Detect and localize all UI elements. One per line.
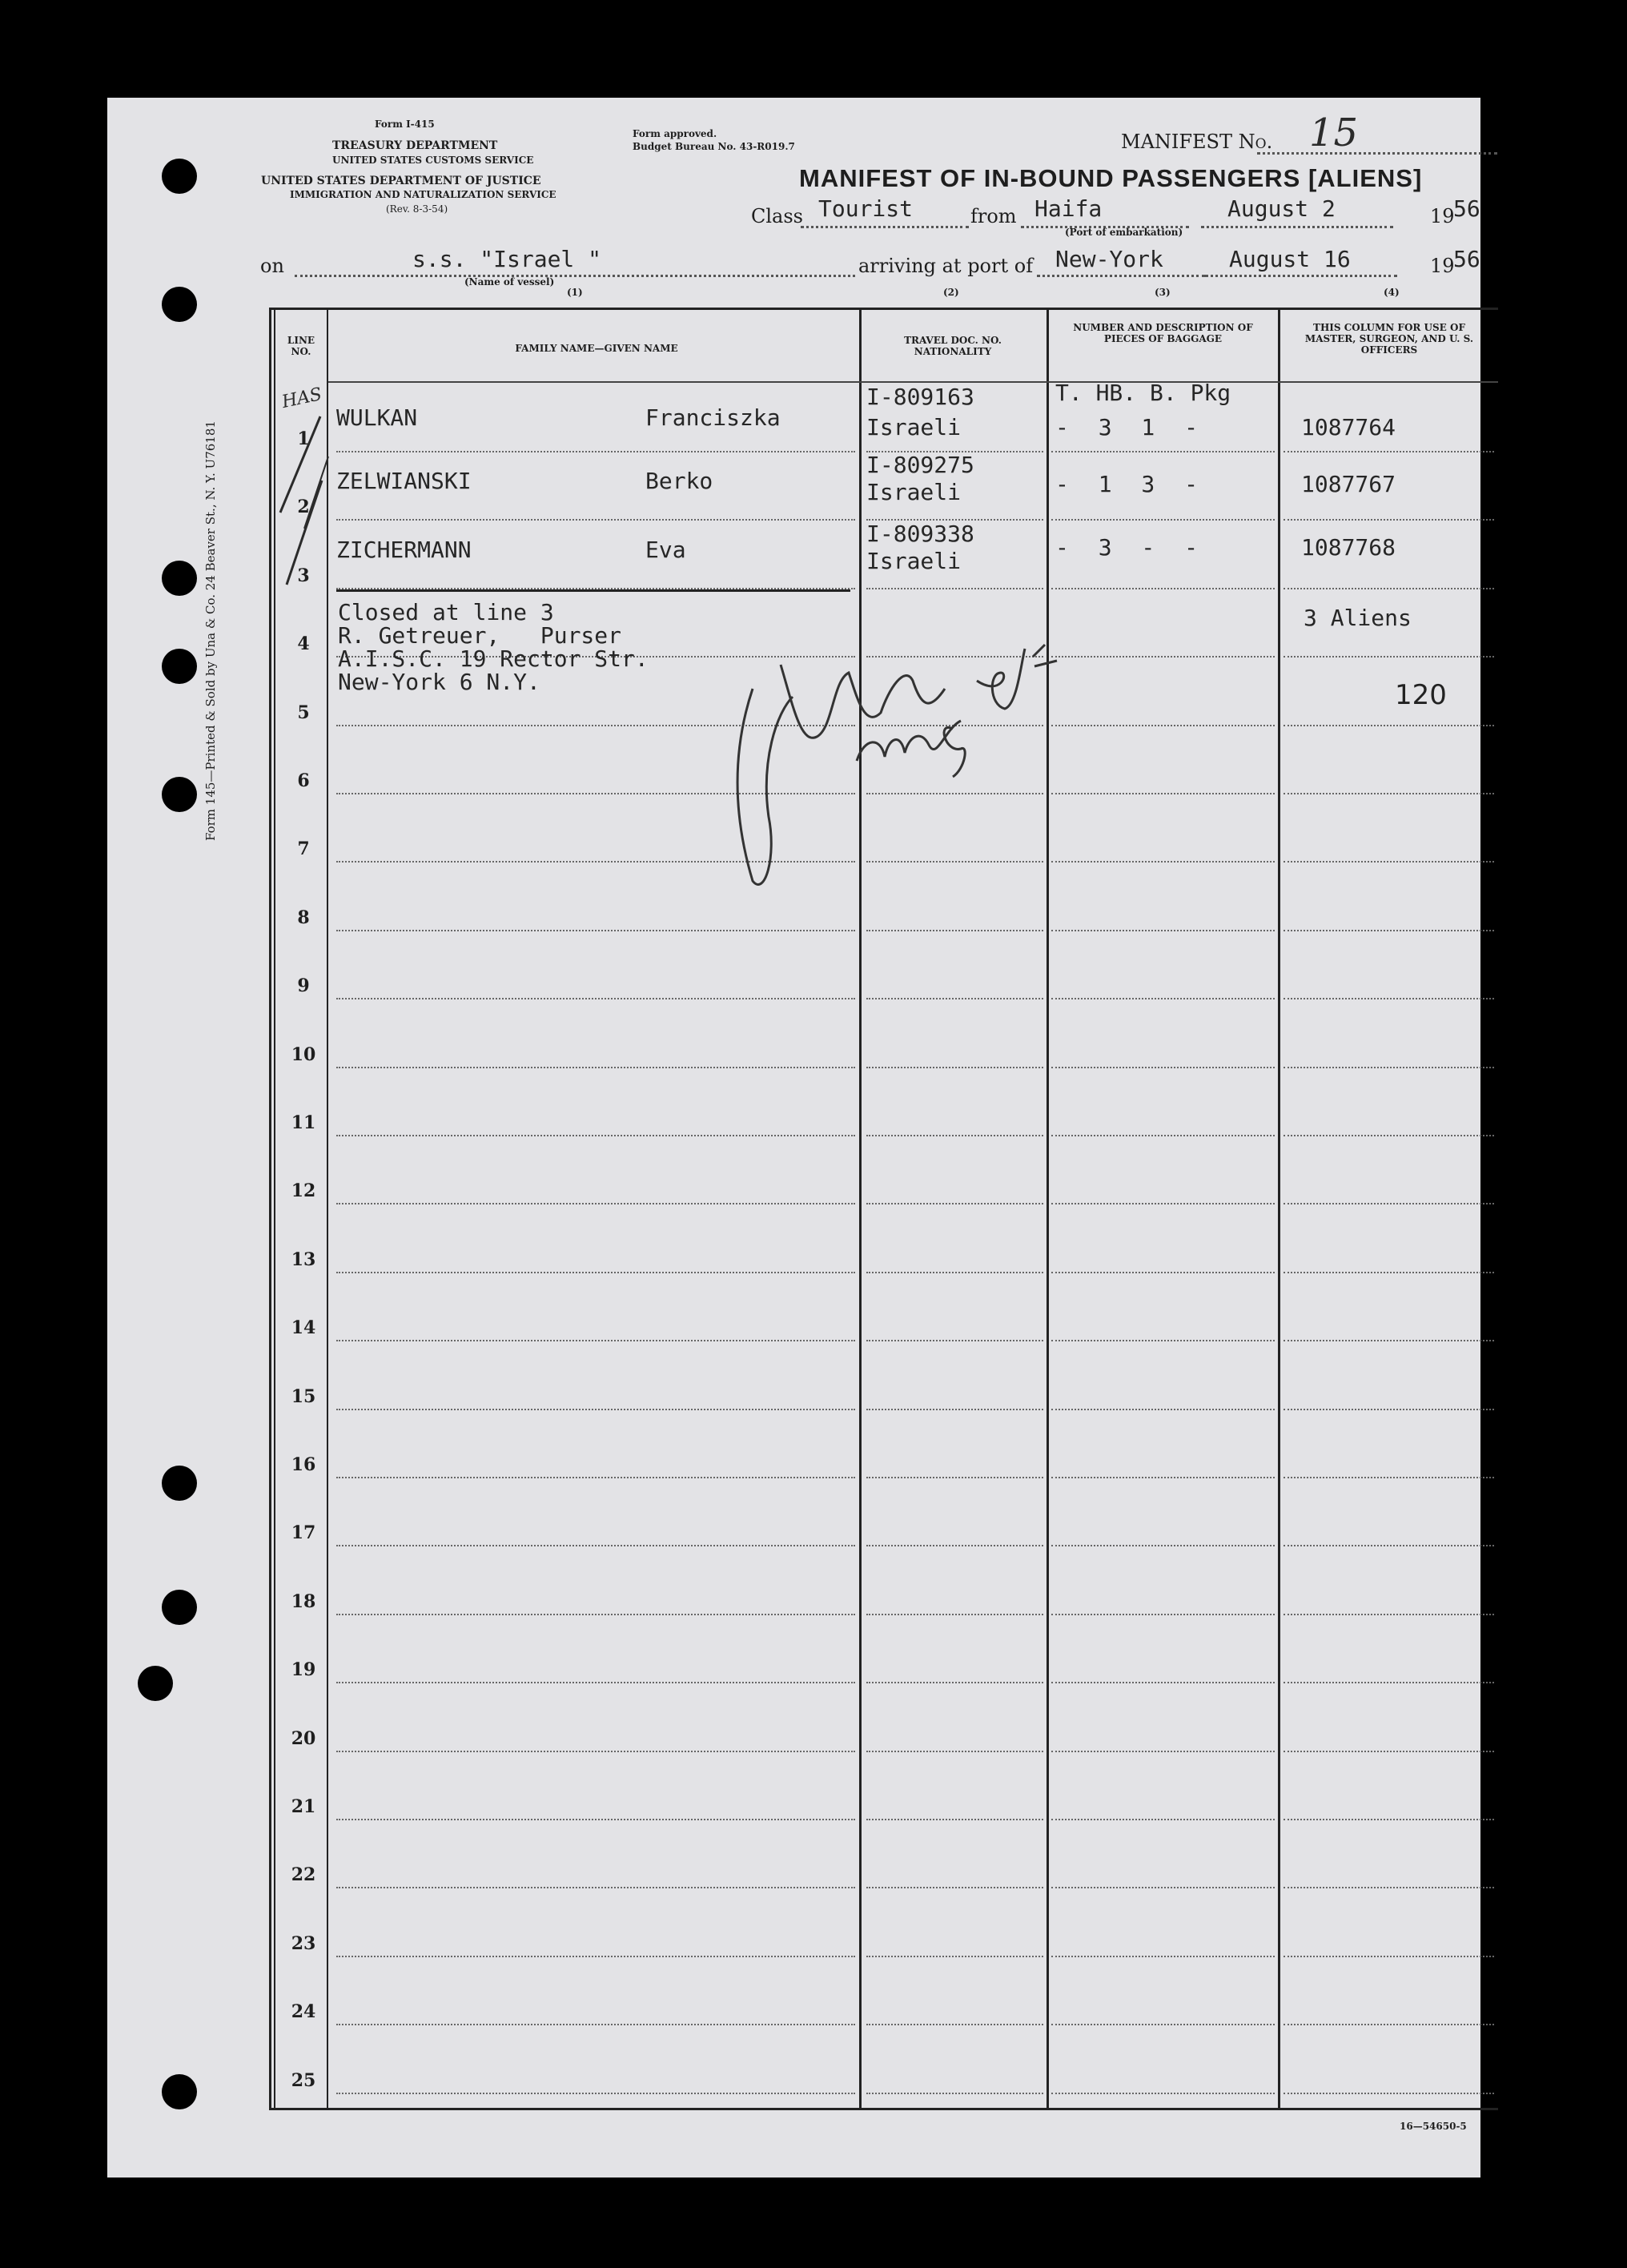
col-header-travel: TRAVEL DOC. NO. NATIONALITY	[904, 335, 1002, 357]
port-caption: (Port of embarkation)	[1065, 227, 1183, 238]
travel-doc: I-809163	[866, 384, 974, 410]
row-dotted-line	[866, 998, 1043, 999]
row-dotted-line	[866, 1340, 1043, 1341]
row-dotted-line	[1051, 2093, 1275, 2094]
row-dotted-line	[1284, 1751, 1494, 1752]
row-dotted-line	[1051, 1887, 1275, 1888]
row-dotted-line	[866, 1819, 1043, 1820]
customs-service: UNITED STATES CUSTOMS SERVICE	[332, 155, 534, 166]
row-dotted-line	[336, 1887, 855, 1888]
col-3-number: (3)	[1155, 287, 1171, 298]
arrival-date: August 16	[1229, 246, 1351, 272]
depart-year-prefix: 19	[1430, 205, 1455, 227]
row-dotted-line	[1284, 1682, 1494, 1683]
row-dotted-line	[336, 1272, 855, 1273]
table-bottom-rule	[269, 2108, 1498, 2110]
row-dotted-line	[1051, 1819, 1275, 1820]
from-label: from	[970, 205, 1017, 227]
line-number: 7	[297, 838, 310, 860]
row-dotted-line	[1284, 2024, 1494, 2025]
line-number: 8	[297, 907, 310, 928]
row-dotted-line	[1051, 588, 1275, 589]
ins-service: IMMIGRATION AND NATURALIZATION SERVICE	[290, 189, 556, 200]
row-dotted-line	[1051, 519, 1275, 521]
binder-hole	[162, 777, 197, 812]
row-dotted-line	[1284, 861, 1494, 863]
row-dotted-line	[1284, 1956, 1494, 1957]
col-header-name: FAMILY NAME—GIVEN NAME	[515, 343, 678, 354]
manifest-no: 15	[1309, 111, 1359, 155]
line-number: 6	[297, 770, 310, 791]
class-line	[801, 226, 969, 228]
row-dotted-line	[866, 1203, 1043, 1204]
officer-number: 1087767	[1301, 471, 1396, 497]
row-dotted-line	[336, 930, 855, 931]
arrival-year: 56	[1453, 246, 1480, 272]
arrival-year-prefix: 19	[1430, 255, 1455, 277]
row-dotted-line	[1284, 588, 1494, 589]
row-dotted-line	[336, 1751, 855, 1752]
row-dotted-line	[1051, 1682, 1275, 1683]
closing-rule	[336, 589, 850, 592]
row-dotted-line	[336, 1545, 855, 1546]
officer-number: 1087764	[1301, 414, 1396, 440]
line-number: 9	[297, 975, 310, 997]
row-dotted-line	[1284, 1067, 1494, 1068]
line-number: 20	[291, 1727, 316, 1749]
col-header-officers: THIS COLUMN FOR USE OF MASTER, SURGEON, AND U. S. OFFICERS	[1304, 322, 1474, 356]
treasury-dept: TREASURY DEPARTMENT	[332, 139, 498, 152]
revision: (Rev. 8-3-54)	[386, 203, 448, 215]
row-dotted-line	[1284, 1135, 1494, 1136]
travel-doc: I-809338	[866, 521, 974, 547]
row-dotted-line	[336, 1819, 855, 1820]
arrival-date-line	[1205, 275, 1397, 277]
closing-line-1: Closed at line 3	[338, 599, 554, 625]
row-dotted-line	[866, 1067, 1043, 1068]
closing-line-2: R. Getreuer, Purser	[338, 622, 622, 649]
line-number: 12	[291, 1180, 316, 1202]
row-dotted-line	[866, 1682, 1043, 1683]
officer-number: 1087768	[1301, 534, 1396, 561]
line-number: 13	[291, 1249, 316, 1270]
row-dotted-line	[336, 1409, 855, 1410]
nationality: Israeli	[866, 548, 962, 574]
row-dotted-line	[1284, 725, 1494, 726]
given-name: Berko	[645, 468, 713, 494]
row-dotted-line	[336, 2024, 855, 2025]
row-dotted-line	[1051, 861, 1275, 863]
class-value: Tourist	[818, 195, 914, 222]
row-dotted-line	[866, 930, 1043, 931]
line-number: 4	[297, 633, 310, 655]
line-number: 3	[297, 565, 310, 586]
row-dotted-line	[336, 1340, 855, 1341]
row-dotted-line	[1051, 1477, 1275, 1478]
line-number: 17	[291, 1522, 316, 1544]
binder-hole	[162, 1466, 197, 1501]
depart-date-line	[1201, 226, 1393, 228]
table-left-rule	[269, 308, 271, 2109]
row-dotted-line	[866, 1614, 1043, 1615]
line-number: 1	[297, 428, 310, 449]
binder-hole	[162, 287, 197, 322]
vessel-name: s.s. "Israel "	[412, 246, 602, 272]
col-header-line-no: LINE NO.	[287, 335, 315, 357]
row-dotted-line	[336, 1477, 855, 1478]
row-dotted-line	[1051, 1545, 1275, 1546]
form-approved: Form approved.	[633, 128, 717, 139]
line-number: 24	[291, 2001, 316, 2023]
binder-hole	[162, 2074, 197, 2109]
col-4-number: (4)	[1384, 287, 1400, 298]
travel-divider	[1047, 308, 1049, 2109]
vessel-caption: (Name of vessel)	[464, 276, 555, 288]
handwritten-signature	[705, 617, 1065, 905]
row-dotted-line	[1051, 1751, 1275, 1752]
row-dotted-line	[1284, 1340, 1494, 1341]
line-number: 5	[297, 702, 310, 723]
arriving-label: arriving at port of	[858, 255, 1034, 277]
row-dotted-line	[1051, 1614, 1275, 1615]
row-dotted-line	[1284, 1819, 1494, 1820]
from-value: Haifa	[1034, 195, 1103, 222]
budget-bureau: Budget Bureau No. 43-R019.7	[633, 141, 795, 152]
row-dotted-line	[1051, 2024, 1275, 2025]
row-dotted-line	[1284, 1409, 1494, 1410]
line-number: 16	[291, 1454, 316, 1475]
row-dotted-line	[866, 2093, 1043, 2094]
row-dotted-line	[336, 1203, 855, 1204]
closing-line-4: New-York 6 N.Y.	[338, 669, 540, 695]
binder-hole	[162, 1590, 197, 1625]
family-name: ZICHERMANN	[336, 537, 472, 563]
manifest-no-line	[1257, 152, 1497, 155]
baggage: - 3 1 -	[1055, 414, 1199, 440]
depart-date: August 2	[1227, 195, 1336, 222]
baggage-divider	[1278, 308, 1280, 2109]
row-dotted-line	[1284, 930, 1494, 931]
row-dotted-line	[866, 1272, 1043, 1273]
col-2-number: (2)	[943, 287, 959, 298]
row-dotted-line	[1051, 1203, 1275, 1204]
row-dotted-line	[866, 1887, 1043, 1888]
justice-dept: UNITED STATES DEPARTMENT OF JUSTICE	[261, 175, 541, 187]
row-dotted-line	[336, 1614, 855, 1615]
row-dotted-line	[1284, 1203, 1494, 1204]
row-dotted-line	[1051, 725, 1275, 726]
travel-doc: I-809275	[866, 452, 974, 478]
row-dotted-line	[336, 451, 855, 452]
family-name: WULKAN	[336, 404, 418, 431]
row-dotted-line	[336, 1067, 855, 1068]
given-name: Eva	[645, 537, 686, 563]
row-dotted-line	[1284, 1545, 1494, 1546]
form-number: Form I-415	[375, 119, 435, 130]
vessel-line	[295, 275, 855, 277]
row-dotted-line	[1051, 1956, 1275, 1957]
binder-hole	[162, 561, 197, 596]
row-dotted-line	[866, 1545, 1043, 1546]
arrival-port: New-York	[1055, 246, 1163, 272]
footer-code: 16—54650-5	[1400, 2121, 1467, 2132]
nationality: Israeli	[866, 479, 962, 505]
line-number: 11	[291, 1112, 316, 1133]
line-number: 10	[291, 1044, 316, 1065]
line-number: 22	[291, 1864, 316, 1886]
row-dotted-line	[1051, 998, 1275, 999]
on-label: on	[260, 255, 284, 277]
baggage: - 3 - -	[1055, 534, 1199, 561]
row-dotted-line	[866, 1751, 1043, 1752]
row-dotted-line	[1284, 1887, 1494, 1888]
margin-mark: HAS	[279, 384, 324, 412]
depart-year: 56	[1453, 195, 1480, 222]
given-name: Franciszka	[645, 404, 781, 431]
aliens-total: 3 Aliens	[1304, 605, 1412, 631]
line-number: 14	[291, 1317, 316, 1339]
manifest-title: MANIFEST OF IN-BOUND PASSENGERS [ALIENS]	[799, 164, 1423, 192]
row-dotted-line	[1284, 656, 1494, 657]
row-dotted-line	[1051, 451, 1275, 452]
row-dotted-line	[1051, 1340, 1275, 1341]
binder-hole	[162, 649, 197, 684]
row-dotted-line	[336, 998, 855, 999]
baggage-subheader: T. HB. B. Pkg	[1055, 380, 1231, 406]
header-bottom-rule	[328, 381, 1498, 383]
row-dotted-line	[1051, 656, 1275, 657]
class-label: Class	[751, 205, 803, 227]
row-dotted-line	[866, 1956, 1043, 1957]
row-dotted-line	[1284, 519, 1494, 521]
printer-side-text: Form 145—Printed & Sold by Una & Co. 24 Beaver St., N. Y. U76181	[203, 420, 218, 841]
row-dotted-line	[866, 1135, 1043, 1136]
line-number: 2	[297, 497, 310, 518]
binder-hole	[162, 159, 197, 194]
row-dotted-line	[1051, 793, 1275, 794]
closing-line-3: A.I.S.C. 19 Rector Str.	[338, 645, 649, 672]
check-marks	[272, 400, 360, 609]
row-dotted-line	[336, 1135, 855, 1136]
row-dotted-line	[1284, 793, 1494, 794]
row-dotted-line	[1051, 1272, 1275, 1273]
row-dotted-line	[336, 1956, 855, 1957]
row-dotted-line	[1051, 1067, 1275, 1068]
row-dotted-line	[1284, 1477, 1494, 1478]
row-dotted-line	[866, 2024, 1043, 2025]
name-divider	[859, 308, 862, 2109]
row-dotted-line	[336, 1682, 855, 1683]
col-1-number: (1)	[567, 287, 583, 298]
nationality: Israeli	[866, 414, 962, 440]
col-header-baggage: NUMBER AND DESCRIPTION OF PIECES OF BAGGAGE	[1073, 322, 1253, 344]
line-number: 23	[291, 1932, 316, 1954]
row-dotted-line	[866, 1409, 1043, 1410]
row-dotted-line	[1051, 1135, 1275, 1136]
line-number: 18	[291, 1590, 316, 1612]
manifest-no-label: MANIFEST No.	[1121, 131, 1273, 153]
row-dotted-line	[1284, 451, 1494, 452]
row-dotted-line	[1051, 930, 1275, 931]
line-number: 21	[291, 1796, 316, 1817]
row-dotted-line	[336, 519, 855, 521]
row-dotted-line	[336, 2093, 855, 2094]
row-dotted-line	[1284, 1272, 1494, 1273]
row-dotted-line	[1284, 1614, 1494, 1615]
line-number: 15	[291, 1385, 316, 1407]
binder-hole	[138, 1666, 173, 1701]
row-dotted-line	[866, 1477, 1043, 1478]
line-number: 19	[291, 1659, 316, 1681]
row-dotted-line	[1051, 1409, 1275, 1410]
arrival-port-line	[1037, 275, 1205, 277]
table-top-rule	[269, 308, 1498, 310]
line-number: 25	[291, 2069, 316, 2091]
grand-total: 120	[1395, 679, 1447, 711]
row-dotted-line	[1284, 998, 1494, 999]
row-dotted-line	[1284, 2093, 1494, 2094]
family-name: ZELWIANSKI	[336, 468, 472, 494]
row-dotted-line	[866, 588, 1043, 589]
baggage: - 1 3 -	[1055, 471, 1199, 497]
